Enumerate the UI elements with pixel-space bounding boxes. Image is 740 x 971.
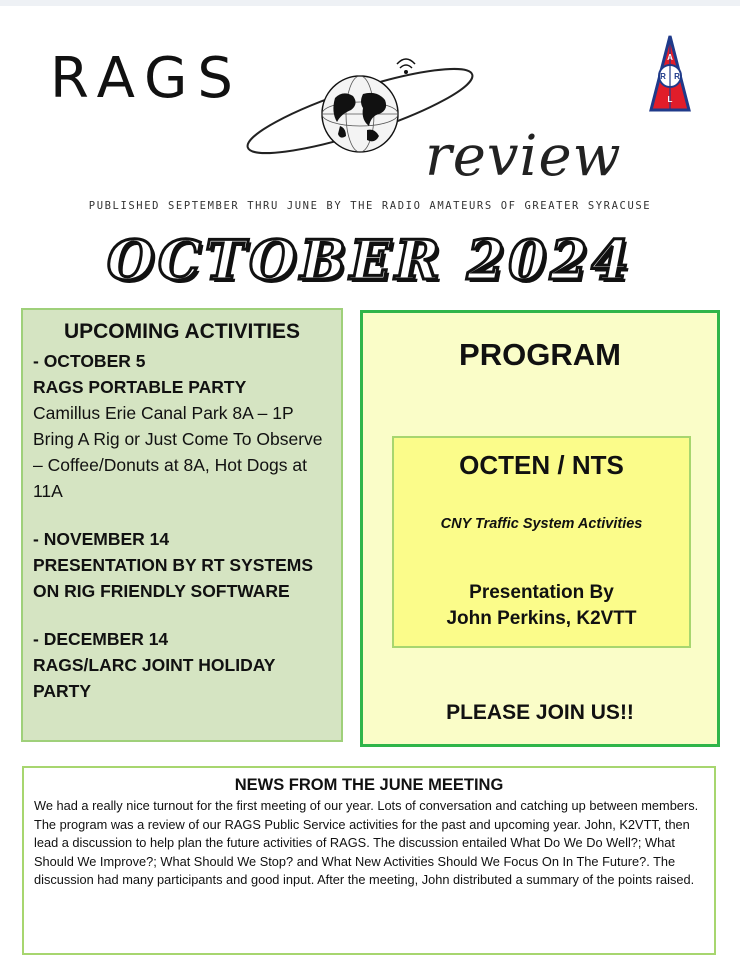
activity-item (33, 626, 331, 704)
rags-logo-text: RAGS (50, 46, 243, 111)
program-topic: OCTEN / NTS (459, 450, 624, 480)
presenter-line: Presentation By (469, 582, 614, 603)
join-us-text: PLEASE JOIN US!! (446, 701, 634, 724)
tagline: PUBLISHED SEPTEMBER THRU JUNE BY THE RADIO AMATEURS OF GREATER SYRACUSE (88, 200, 652, 212)
activity-date: - DECEMBER 14 (33, 629, 169, 649)
activities-title: UPCOMING ACTIVITIES (63, 320, 301, 343)
news-title: NEWS FROM THE JUNE MEETING (234, 776, 504, 794)
program-presenter (394, 580, 689, 632)
activity-headline: PRESENTATION BY RT SYSTEMS ON RIG FRIENDLY SOFTWARE (33, 555, 314, 601)
upcoming-activities-box (21, 308, 343, 742)
activity-item (33, 526, 331, 604)
news-body: We had a really nice turnout for the first meeting of our year. Lots of conversation and catching up between members. The program was a review of our RAGS Public Service activities for the past and upcoming year. John, K2VTT, then lead a discussion to help plan the future activities of RAGS. The discussion entailed What Do We Do Well?; What Should We Improve?; What Should We Stop? and What New Activities Should We Focus On In The Future?. The discussion had many participants and good input. After the meeting, John distributed a summary of the points raised. (34, 798, 699, 887)
issue-title: OCTOBER 2024 (106, 228, 633, 292)
presenter-name: John Perkins, K2VTT (446, 608, 637, 629)
activity-headline: RAGS PORTABLE PARTY (33, 377, 247, 397)
program-title: PROGRAM (459, 337, 621, 372)
activity-headline: RAGS/LARC JOINT HOLIDAY PARTY (33, 655, 276, 701)
review-logo-text: review (425, 124, 622, 189)
news-box (22, 766, 716, 955)
arrl-letter: A (667, 53, 673, 62)
activity-item (33, 348, 331, 504)
activity-date: - NOVEMBER 14 (33, 529, 170, 549)
activity-details: Camillus Erie Canal Park 8A – 1P Bring A Rig or Just Come To Observe – Coffee/Donuts at 8A, Hot Dogs at 11A (33, 403, 323, 501)
arrl-letter: R (674, 72, 680, 81)
activity-date: - OCTOBER 5 (33, 351, 146, 371)
arrl-logo-icon (648, 34, 692, 114)
program-box (360, 310, 720, 747)
masthead (0, 6, 740, 196)
program-subtitle: CNY Traffic System Activities (440, 516, 643, 532)
arrl-letter: R (660, 72, 666, 81)
arrl-letter: L (667, 95, 673, 104)
program-topic-box (392, 436, 691, 648)
